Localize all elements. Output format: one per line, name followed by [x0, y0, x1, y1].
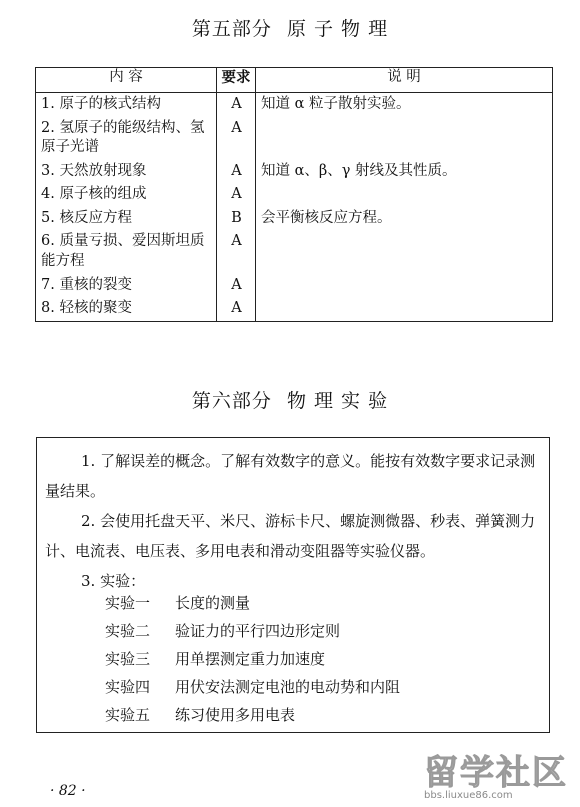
paragraph-instruments: 2. 会使用托盘天平、米尺、游标卡尺、螺旋测微器、秒表、弹簧测力计、电流表、电压表、多用电表和滑动变阻器等实验仪器。	[45, 512, 536, 560]
list-item	[105, 588, 250, 618]
row-content: 4. 原子核的组成	[36, 183, 217, 207]
table-row	[36, 297, 553, 321]
row-note	[256, 297, 553, 321]
table-row	[36, 183, 553, 207]
experiment-name: 验证力的平行四边形定则	[175, 622, 341, 640]
experiment-tag: 实验一	[105, 594, 151, 612]
experiment-tag: 实验二	[105, 622, 151, 640]
list-item	[105, 644, 325, 674]
experiment-tag: 实验四	[105, 678, 151, 696]
table-row	[36, 117, 553, 160]
paragraph-error-concept: 1. 了解误差的概念。了解有效数字的意义。能按有效数字要求记录测量结果。	[45, 452, 536, 500]
table-row	[36, 230, 553, 273]
page-number: · 82 ·	[50, 783, 86, 799]
header-content: 内 容	[36, 68, 217, 93]
table-row	[36, 207, 553, 231]
row-content: 3. 天然放射现象	[36, 160, 217, 184]
list-item	[105, 700, 295, 730]
watermark-brand: 留学社区	[424, 753, 568, 793]
paragraph-experiments-heading: 3. 实验：	[81, 572, 146, 590]
row-level: A	[217, 93, 256, 117]
watermark-logo	[424, 745, 574, 803]
experiment-tag: 实验五	[105, 706, 151, 724]
row-level: A	[217, 230, 256, 273]
row-content: 5. 核反应方程	[36, 207, 217, 231]
experiment-tag: 实验三	[105, 650, 151, 668]
row-level: A	[217, 274, 256, 298]
part6-title-subject: 物 理 实 验	[286, 390, 389, 412]
part5-title-subject: 原 子 物 理	[286, 18, 389, 40]
row-content: 6. 质量亏损、爱因斯坦质能方程	[36, 230, 217, 273]
row-note: 知道 α 粒子散射实验。	[261, 96, 411, 112]
watermark-url: bbs.liuxue86.com	[424, 790, 513, 801]
row-note	[256, 117, 553, 160]
requirements-table	[35, 67, 553, 322]
experiment-name: 用伏安法测定电池的电动势和内阻	[175, 678, 401, 696]
row-content: 7. 重核的裂变	[36, 274, 217, 298]
row-content: 8. 轻核的聚变	[36, 297, 217, 321]
row-note: 会平衡核反应方程。	[261, 209, 392, 226]
experiment-name: 练习使用多用电表	[175, 706, 296, 724]
table-row	[36, 160, 553, 184]
list-item	[105, 672, 400, 702]
part6-title-part: 第六部分	[191, 390, 272, 412]
row-note	[256, 230, 553, 273]
row-content: 2. 氢原子的能级结构、氢原子光谱	[36, 117, 217, 160]
table-header-row	[36, 68, 553, 93]
row-level: A	[217, 160, 256, 184]
row-level: A	[217, 297, 256, 321]
row-level: A	[217, 117, 256, 160]
part5-title-part: 第五部分	[191, 18, 272, 40]
row-content: 1. 原子的核式结构	[36, 93, 217, 117]
row-note: 知道 α、β、γ 射线及其性质。	[261, 162, 457, 179]
table-row	[36, 274, 553, 298]
row-level: A	[217, 183, 256, 207]
header-note: 说 明	[256, 68, 553, 93]
experiment-name: 长度的测量	[175, 594, 251, 612]
row-note	[256, 183, 553, 207]
header-requirement: 要求	[217, 68, 256, 93]
row-level: B	[217, 207, 256, 231]
experiment-box	[36, 437, 550, 733]
experiment-name: 用单摆测定重力加速度	[175, 650, 326, 668]
part5-title	[0, 14, 580, 41]
list-item	[105, 616, 340, 646]
row-note	[256, 274, 553, 298]
part6-title	[0, 386, 580, 413]
table-row	[36, 93, 553, 117]
